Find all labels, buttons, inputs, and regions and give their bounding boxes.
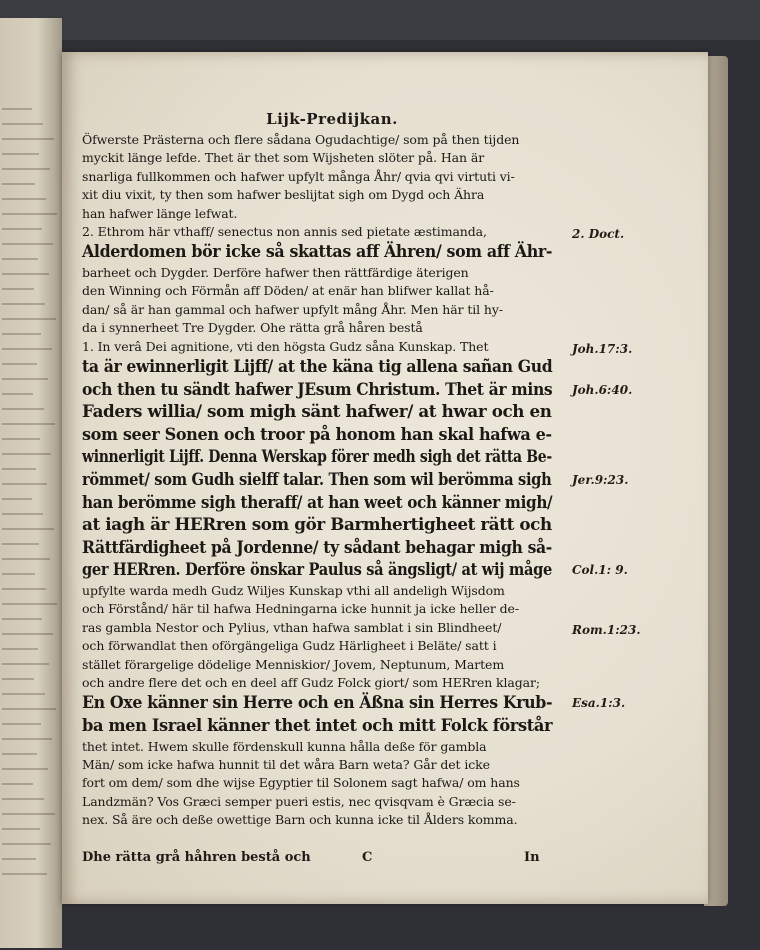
- facing-page-text-shadow: [2, 198, 46, 200]
- text-line: ba men Israel känner thet intet och mitt Folck förstår: [82, 716, 553, 736]
- text-line: och then tu sändt hafwer JEsum Christum. Thet är mins: [82, 379, 553, 400]
- running-head: Lijk-Predijkan.: [266, 110, 398, 128]
- text-line: han hafwer länge lefwat.: [82, 205, 238, 221]
- text-line: stället förargelige dödelige Menniskior/ Jovem, Neptunum, Martem: [82, 656, 505, 672]
- facing-page-text-shadow: [2, 723, 41, 725]
- text-line: winnerligit Lijff. Denna Werskap förer medh sigh det rätta Be-: [82, 447, 552, 468]
- facing-page-text-shadow: [2, 453, 51, 455]
- margin-reference: 2. Doct.: [572, 227, 625, 241]
- facing-page-text-shadow: [2, 798, 44, 800]
- signature-mark: C: [362, 850, 373, 865]
- text-line: Alderdomen bör icke så skattas aff Ähren/ som aff Ähr-: [82, 242, 553, 263]
- text-line: at iagh är HERren som gör Barmhertigheet rätt och: [82, 515, 552, 536]
- facing-page-text-shadow: [2, 588, 46, 590]
- facing-page-text-shadow: [2, 393, 33, 395]
- facing-page-text-shadow: [2, 183, 35, 185]
- text-line: römmet/ som Gudh sielff talar. Then som wil berömma sigh: [82, 470, 552, 490]
- facing-page-text-shadow: [2, 348, 52, 350]
- facing-page-text-shadow: [2, 768, 48, 770]
- text-line: En Oxe känner sin Herre och en Äßna sin Herres Krub-: [82, 693, 553, 714]
- facing-page-text-shadow: [2, 153, 39, 155]
- catchword: In: [524, 850, 540, 865]
- text-line: Faders willia/ som migh sänt hafwer/ at hwar och en: [82, 402, 552, 423]
- text-line: 2. Ethrom här vthaff/ senectus non annis sed pietate æstimanda,: [82, 224, 487, 239]
- book-page: [62, 52, 708, 904]
- facing-page-text-shadow: [2, 558, 50, 560]
- facing-page-text-shadow: [2, 363, 37, 365]
- facing-page-text-shadow: [2, 468, 36, 470]
- facing-page-text-shadow: [2, 618, 42, 620]
- last-line-text: Dhe rätta grå håhren bestå och: [82, 850, 311, 865]
- text-line: thet intet. Hwem skulle fördenskull kunna hålla deße för gambla: [82, 738, 487, 754]
- facing-page-text-shadow: [2, 753, 37, 755]
- text-line: barheet och Dygder. Derföre hafwer then rättfärdige äterigen: [82, 265, 469, 280]
- facing-page-text-shadow: [2, 873, 47, 875]
- text-line: snarliga fullkommen och hafwer upfylt många Åhr/ qvia qvi virtuti vi-: [82, 168, 515, 184]
- facing-page-text-shadow: [2, 813, 55, 815]
- text-line: xit diu vixit, ty then som hafwer beslijtat sigh om Dygd och Ähra: [82, 187, 485, 203]
- text-line: ta är ewinnerligit Lijff/ at the käna tig allena sañan Gud: [82, 357, 553, 377]
- facing-page-text-shadow: [2, 138, 54, 140]
- facing-page-text-shadow: [2, 513, 43, 515]
- text-line: upfylte warda medh Gudz Wiljes Kunskap vthi all andeligh Wijsdom: [82, 583, 505, 598]
- facing-page-text-shadow: [2, 678, 34, 680]
- margin-reference: Joh.17:3.: [572, 341, 633, 356]
- text-line: nex. Så äre och deße owettige Barn och kunna icke til Ålders komma.: [82, 812, 518, 828]
- margin-reference: Jer.9:23.: [572, 473, 629, 487]
- text-line: den Winning och Förmån aff Döden/ at enär han blifwer kallat hå-: [82, 283, 494, 299]
- facing-page-text-shadow: [2, 483, 47, 485]
- text-line: som seer Sonen och troor på honom han skal hafwa e-: [82, 424, 552, 445]
- margin-reference: Joh.6:40.: [572, 382, 633, 397]
- facing-page-text-shadow: [2, 633, 53, 635]
- text-line: Öfwerste Prästerna och flere sådana Ogudachtige/ som på then tijden: [82, 132, 520, 147]
- text-line: da i synnerheet Tre Dygder. Ohe rätta grå håren bestå: [82, 320, 423, 336]
- facing-page-text-shadow: [2, 378, 48, 380]
- scanner-background-top: [0, 0, 760, 40]
- margin-reference: Col.1: 9.: [572, 563, 628, 578]
- facing-page-text-shadow: [2, 168, 50, 170]
- text-line: och andre flere det och en deel aff Gudz Folck giort/ som HERren klagar;: [82, 675, 541, 690]
- facing-page-text-shadow: [2, 273, 49, 275]
- text-line: fort om dem/ som dhe wijse Egyptier til Solonem sagt hafwa/ om hans: [82, 775, 520, 791]
- facing-page-text-shadow: [2, 213, 57, 215]
- facing-page-text-shadow: [2, 648, 38, 650]
- text-line: och Förstånd/ här til hafwa Hedningarna icke hunnit ja icke heller de-: [82, 601, 519, 617]
- text-line: 1. In verâ Dei agnitione, vti den högsta Gudz såna Kunskap. Thet: [82, 338, 489, 354]
- facing-page-text-shadow: [2, 738, 52, 740]
- facing-page-text-shadow: [2, 828, 40, 830]
- facing-page-text-shadow: [2, 408, 44, 410]
- facing-page-text-shadow: [2, 498, 32, 500]
- text-line: myckit länge lefde. Thet är thet som Wijsheten slöter på. Han är: [82, 150, 485, 166]
- facing-page-text-shadow: [2, 438, 40, 440]
- text-line: Rättfärdigheet på Jordenne/ ty sådant behagar migh så-: [82, 537, 552, 558]
- facing-page-text-shadow: [2, 288, 34, 290]
- facing-page-text-shadow: [2, 243, 53, 245]
- facing-page-text-shadow: [2, 573, 35, 575]
- facing-page-text-shadow: [2, 258, 38, 260]
- facing-page-text-shadow: [2, 333, 41, 335]
- facing-page-text-shadow: [2, 603, 57, 605]
- text-line: han berömme sigh theraff/ at han weet och känner migh/: [82, 492, 553, 513]
- text-line: ger HERren. Derföre önskar Paulus så ängsligt/ at wij måge: [82, 560, 552, 581]
- text-line: ras gambla Nestor och Pylius, vthan hafwa samblat i sin Blindheet/: [82, 619, 502, 635]
- facing-page-text-shadow: [2, 543, 39, 545]
- facing-page-text-shadow: [2, 123, 43, 125]
- facing-page-text-shadow: [2, 858, 36, 860]
- facing-page-text-shadow: [2, 693, 45, 695]
- facing-page-text-shadow: [2, 663, 49, 665]
- facing-page-text-shadow: [2, 228, 42, 230]
- facing-page-text-shadow: [2, 108, 32, 110]
- text-line: Män/ som icke hafwa hunnit til det wåra Barn weta? Går det icke: [82, 757, 490, 772]
- text-line: och förwandlat then oförgängeliga Gudz Härligheet i Beläte/ satt i: [82, 638, 497, 654]
- facing-page-text-shadow: [2, 303, 45, 305]
- facing-page-text-shadow: [2, 318, 56, 320]
- facing-page-text-shadow: [2, 423, 55, 425]
- facing-page-text-shadow: [2, 783, 33, 785]
- facing-page-text-shadow: [2, 843, 51, 845]
- facing-page-edge: [0, 18, 62, 948]
- facing-page-text-shadow: [2, 708, 56, 710]
- margin-reference: Esa.1:3.: [572, 696, 626, 711]
- text-line: Landzmän? Vos Græci semper pueri estis, nec qvisqvam è Græcia se-: [82, 793, 516, 809]
- text-line: dan/ så är han gammal och hafwer upfylt mång Åhr. Men här til hy-: [82, 301, 503, 317]
- margin-reference: Rom.1:23.: [572, 622, 641, 637]
- facing-page-text-shadow: [2, 528, 54, 530]
